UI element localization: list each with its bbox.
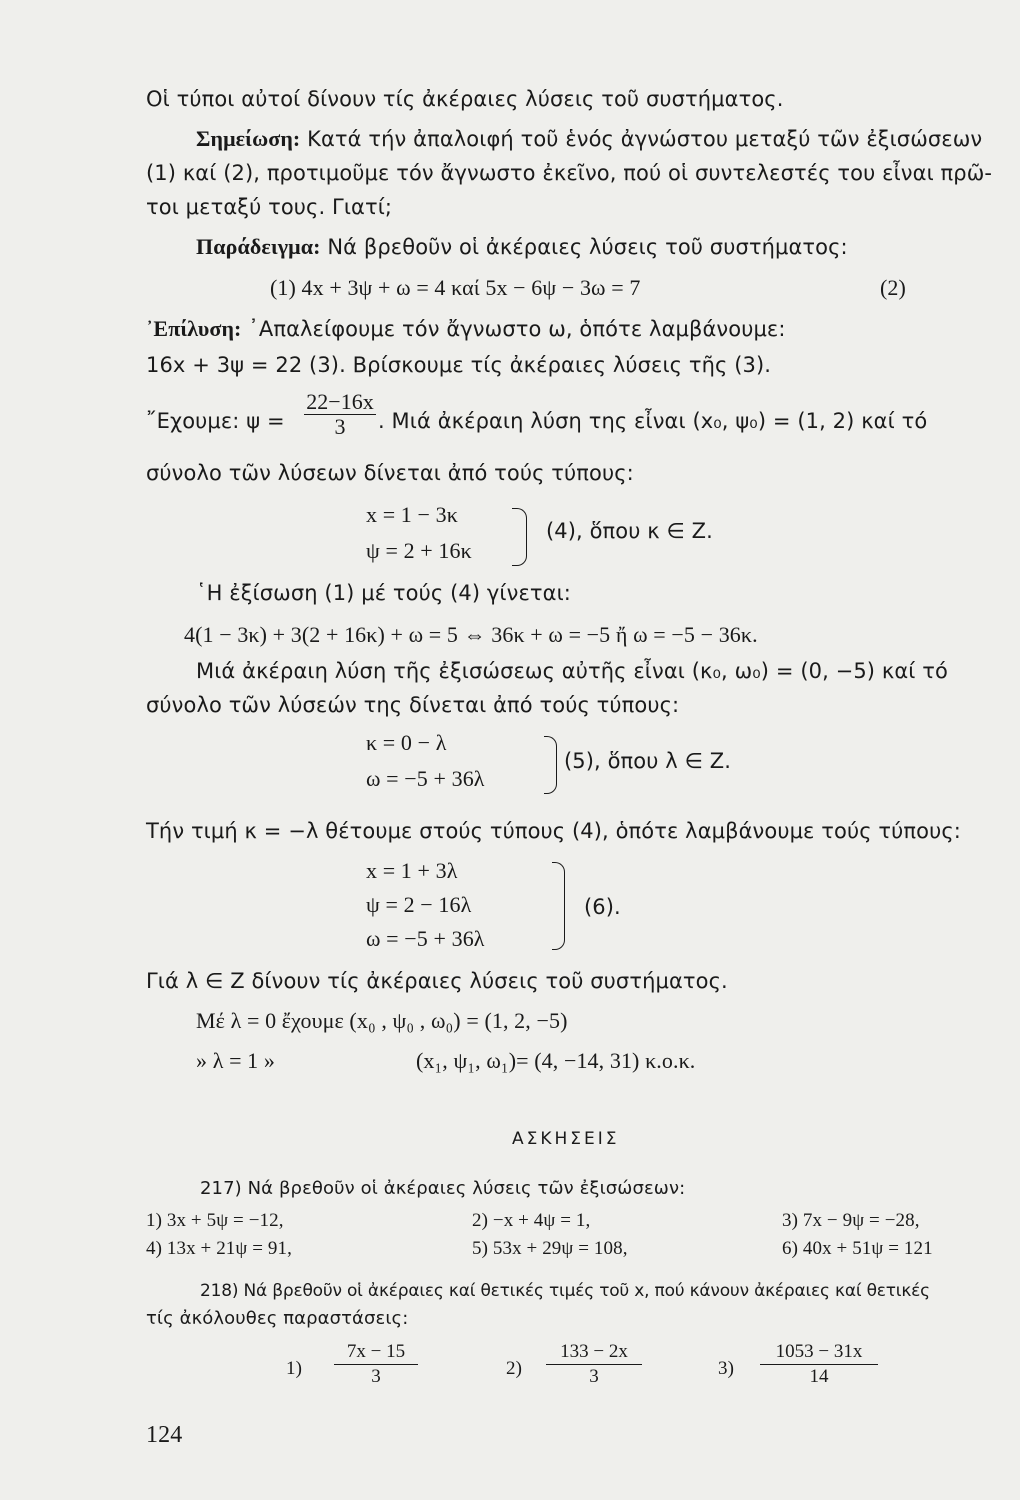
fraction-denominator: 14	[809, 1366, 829, 1387]
brace	[512, 508, 527, 566]
note-text: Κατά τήν ἀπαλοιφή τοῦ ἑνός ἀγνώστου μεταξύ τῶν ἐξισώσεων	[300, 127, 983, 151]
text-line: Τήν τιμή κ = −λ θέτουμε στούς τύπους (4), ὁπότε λαμβάνουμε τούς τύπους:	[146, 819, 961, 843]
fraction-denominator: 3	[589, 1366, 599, 1387]
text-line: Γιά λ ∈ Z δίνουν τίς ἀκέραιες λύσεις τοῦ συστήματος.	[146, 969, 728, 993]
solution-text: ᾿Απαλείφουμε τόν ἄγνωστο ω, ὁπότε λαμβάνουμε:	[241, 317, 786, 341]
fraction-numerator: 1053 − 31x	[775, 1341, 863, 1362]
formula-6c: ω = −5 + 36λ	[366, 926, 485, 951]
example-text: Νά βρεθοῦν οἱ ἀκέραιες λύσεις τοῦ συστήματος:	[320, 235, 848, 259]
fraction-psi	[304, 390, 376, 439]
fraction-expr-3	[760, 1340, 878, 1389]
exercise-item: 4) 13x + 21ψ = 91,	[146, 1238, 292, 1259]
brace	[544, 736, 557, 794]
exercise-item: 1) 3x + 5ψ = −12,	[146, 1210, 284, 1231]
note-label: Σημείωση:	[196, 126, 301, 151]
system-equations: (1) 4x + 3ψ + ω = 4 καί 5x − 6ψ − 3ω = 7	[270, 275, 641, 300]
text-line-a: » λ = 1 »	[196, 1048, 275, 1073]
exercise-217: 217) Νά βρεθοῦν οἱ ἀκέραιες λύσεις τῶν ἐξισώσεων:	[200, 1178, 686, 1199]
exercise-item: 6) 40x + 51ψ = 121	[782, 1238, 933, 1259]
exercise-218-cont: τίς ἀκόλουθες παραστάσεις:	[146, 1308, 409, 1329]
fraction-numerator: 7x − 15	[346, 1341, 406, 1362]
fraction-numerator: 133 − 2x	[560, 1341, 628, 1362]
fraction-expr-2	[546, 1340, 642, 1389]
example-heading	[196, 232, 848, 262]
exercise-218: 218) Νά βρεθοῦν οἱ ἀκέραιες καί θετικές τιμές τοῦ x, πού κάνουν ἀκέραιες καί θετικές	[200, 1281, 930, 1301]
example-label: Παράδειγμα:	[196, 234, 321, 259]
equation-line: 4(1 − 3κ) + 3(2 + 16κ) + ω = 5 ⇔ 36κ + ω = −5 ἤ ω = −5 − 36κ.	[184, 622, 758, 647]
formula-5b: ω = −5 + 36λ	[366, 766, 485, 791]
formula-4a: x = 1 − 3κ	[366, 502, 458, 527]
text-line: . Μιά ἀκέραιη λύση της εἶναι (x₀, ψ₀) = (1, 2) καί τό	[378, 409, 928, 433]
formula-6a: x = 1 + 3λ	[366, 858, 458, 883]
formula-6-tag: (6).	[584, 895, 621, 919]
text-line: 16x + 3ψ = 22 (3). Βρίσκουμε τίς ἀκέραιες λύσεις τῆς (3).	[146, 353, 772, 377]
exercises-header: ΑΣΚΗΣΕΙΣ	[512, 1129, 620, 1149]
text-line: Μέ λ = 0 ἔχουμε (x₀ , ψ₀ , ω₀) = (1, 2, −5)	[196, 1008, 568, 1033]
formula-4b: ψ = 2 + 16κ	[366, 538, 472, 563]
fraction-denominator: 3	[334, 414, 346, 439]
text-line: Οἱ τύποι αὐτοί δίνουν τίς ἀκέραιες λύσεις τοῦ συστήματος.	[146, 87, 784, 111]
text-line: Μιά ἀκέραιη λύση τῆς ἐξισώσεως αὐτῆς εἶναι (κ₀, ω₀) = (0, −5) καί τό	[196, 659, 948, 683]
solution-heading	[146, 314, 786, 344]
text-line: σύνολο τῶν λύσεών της δίνεται ἀπό τούς τύπους:	[146, 693, 680, 717]
formula-5-tag: (5), ὅπου λ ∈ Z.	[564, 749, 731, 773]
text-line-b: (x₁, ψ₁, ω₁)= (4, −14, 31) κ.ο.κ.	[416, 1048, 696, 1073]
fraction-numerator: 22−16x	[306, 389, 374, 414]
expr-label: 1)	[286, 1358, 303, 1379]
text-line: (1) καί (2), προτιμοῦμε τόν ἄγνωστο ἐκεῖνο, πού οἱ συντελεστές του εἶναι πρῶ-	[146, 161, 993, 185]
brace	[552, 862, 565, 950]
formula-4-tag: (4), ὅπου κ ∈ Z.	[546, 519, 713, 543]
echoume-label: ῎Εχουμε: ψ =	[146, 409, 285, 433]
fraction-expr-1	[334, 1340, 418, 1389]
text-line: τοι μεταξύ τους. Γιατί;	[146, 195, 393, 219]
solution-label: ᾿Επίλυση:	[146, 316, 242, 341]
exercise-item: 3) 7x − 9ψ = −28,	[782, 1210, 920, 1231]
text-line: σύνολο τῶν λύσεων δίνεται ἀπό τούς τύπους:	[146, 461, 634, 485]
exercise-item: 5) 53x + 29ψ = 108,	[472, 1238, 628, 1259]
expr-label: 3)	[718, 1358, 735, 1379]
page-number: 124	[146, 1422, 183, 1448]
fraction-denominator: 3	[371, 1366, 381, 1387]
expr-label: 2)	[506, 1358, 523, 1379]
note-paragraph	[196, 124, 982, 154]
text-line: ῾Η ἐξίσωση (1) μέ τούς (4) γίνεται:	[196, 581, 571, 605]
formula-5a: κ = 0 − λ	[366, 730, 447, 755]
system-tag: (2)	[880, 275, 906, 300]
formula-6b: ψ = 2 − 16λ	[366, 892, 472, 917]
exercise-item: 2) −x + 4ψ = 1,	[472, 1210, 591, 1231]
